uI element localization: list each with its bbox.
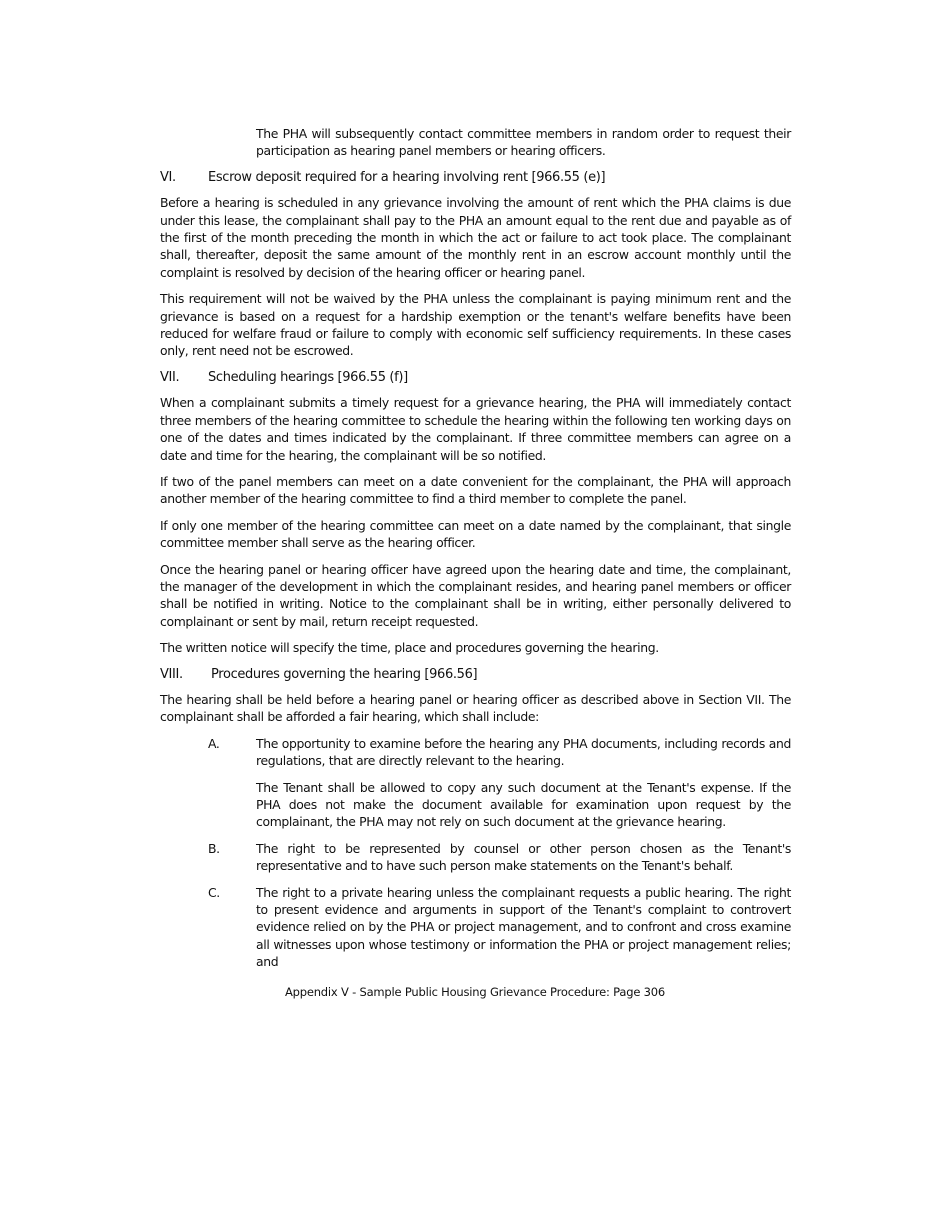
list-item-a-continuation-letter <box>208 779 256 831</box>
list-item-a-text: The opportunity to examine before the hearing any PHA documents, including records and regulations, that are directly relevant to the hearing. <box>256 735 791 769</box>
section-vii-paragraph-4: Once the hearing panel or hearing officer have agreed upon the hearing date and time, the complainant, the manager of the development in which the complainant resides, and hearing panel members or officer shall be notified in writing. Notice to the complainant shall be in writing, either personally delivered to complainant or sent by mail, return receipt requested. <box>160 561 791 629</box>
section-vi-paragraph-2: This requirement will not be waived by the PHA unless the complainant is paying minimum rent and the grievance is based on a request for a hardship exemption or the tenant's welfare benefits have been reduced for welfare fraud or failure to comply with economic self sufficiency requirements. In these cases only, rent need not be escrowed. <box>160 291 791 359</box>
section-viii-number: VIII. <box>160 666 183 682</box>
section-vii-title: Scheduling hearings [966.55 (f)] <box>208 369 408 385</box>
list-item-a-continuation-text: The Tenant shall be allowed to copy any such document at the Tenant's expense. If the PHA does not make the document available for examination upon request by the complainant, the PHA may not rely on such document at the grievance hearing. <box>256 779 791 830</box>
intro-continuation: The PHA will subsequently contact committee members in random order to request their participation as hearing panel members or hearing officers. <box>256 126 791 159</box>
list-item-c-text: The right to a private hearing unless the complainant requests a public hearing. The right to present evidence and arguments in support of the Tenant's complaint to controvert evidence relied on by the PHA or project management, and to confront and cross examine all witnesses upon whose testimony or information the PHA or project management relies; and <box>256 884 791 970</box>
section-viii-heading <box>160 666 791 683</box>
section-vi-number: VI. <box>160 169 176 185</box>
list-item-a <box>208 735 791 770</box>
page-footer: Appendix V - Sample Public Housing Grievance Procedure: Page 306 <box>284 985 666 999</box>
list-item-a-letter: A. <box>208 735 220 751</box>
section-vii-paragraph-2: If two of the panel members can meet on a date convenient for the complainant, the PHA will approach another member of the hearing committee to find a third member to complete the panel. <box>160 473 791 507</box>
section-vii-number: VII. <box>160 369 180 385</box>
section-viii-title: Procedures governing the hearing [966.56] <box>211 666 478 682</box>
section-vii-paragraph-3: If only one member of the hearing committee can meet on a date named by the complainant, that single committee member shall serve as the hearing officer. <box>160 517 791 551</box>
list-item-b-text: The right to be represented by counsel or other person chosen as the Tenant's representative and to have such person make statements on the Tenant's behalf. <box>256 840 791 874</box>
list-item-b <box>208 840 791 875</box>
section-vii-heading <box>160 369 791 386</box>
list-item-b-letter: B. <box>208 840 220 856</box>
list-item-c <box>208 884 791 971</box>
section-vii-paragraph-5: The written notice will specify the time, place and procedures governing the hearing. <box>160 640 659 656</box>
section-vii-paragraph-1: When a complainant submits a timely request for a grievance hearing, the PHA will immediately contact three members of the hearing committee to schedule the hearing within the following ten working days on one of the dates and times indicated by the complainant. If three committee members can agree on a date and time for the hearing, the complainant will be so notified. <box>160 395 791 463</box>
list-item-c-letter: C. <box>208 884 220 900</box>
section-vi-paragraph-1: Before a hearing is scheduled in any grievance involving the amount of rent which the PHA claims is due under this lease, the complainant shall pay to the PHA an amount equal to the rent due and payable as of the first of the month preceding the month in which the act or failure to act took place. The complainant shall, thereafter, deposit the same amount of the monthly rent in an escrow account monthly until the complaint is resolved by decision of the hearing officer or hearing panel. <box>160 195 791 280</box>
list-item-a-continuation <box>208 779 791 831</box>
section-vi-title: Escrow deposit required for a hearing involving rent [966.55 (e)] <box>208 169 606 185</box>
document-page <box>160 125 791 980</box>
section-viii-paragraph-1: The hearing shall be held before a hearing panel or hearing officer as described above in Section VII. The complainant shall be afforded a fair hearing, which shall include: <box>160 691 791 725</box>
section-vi-heading <box>160 169 791 186</box>
